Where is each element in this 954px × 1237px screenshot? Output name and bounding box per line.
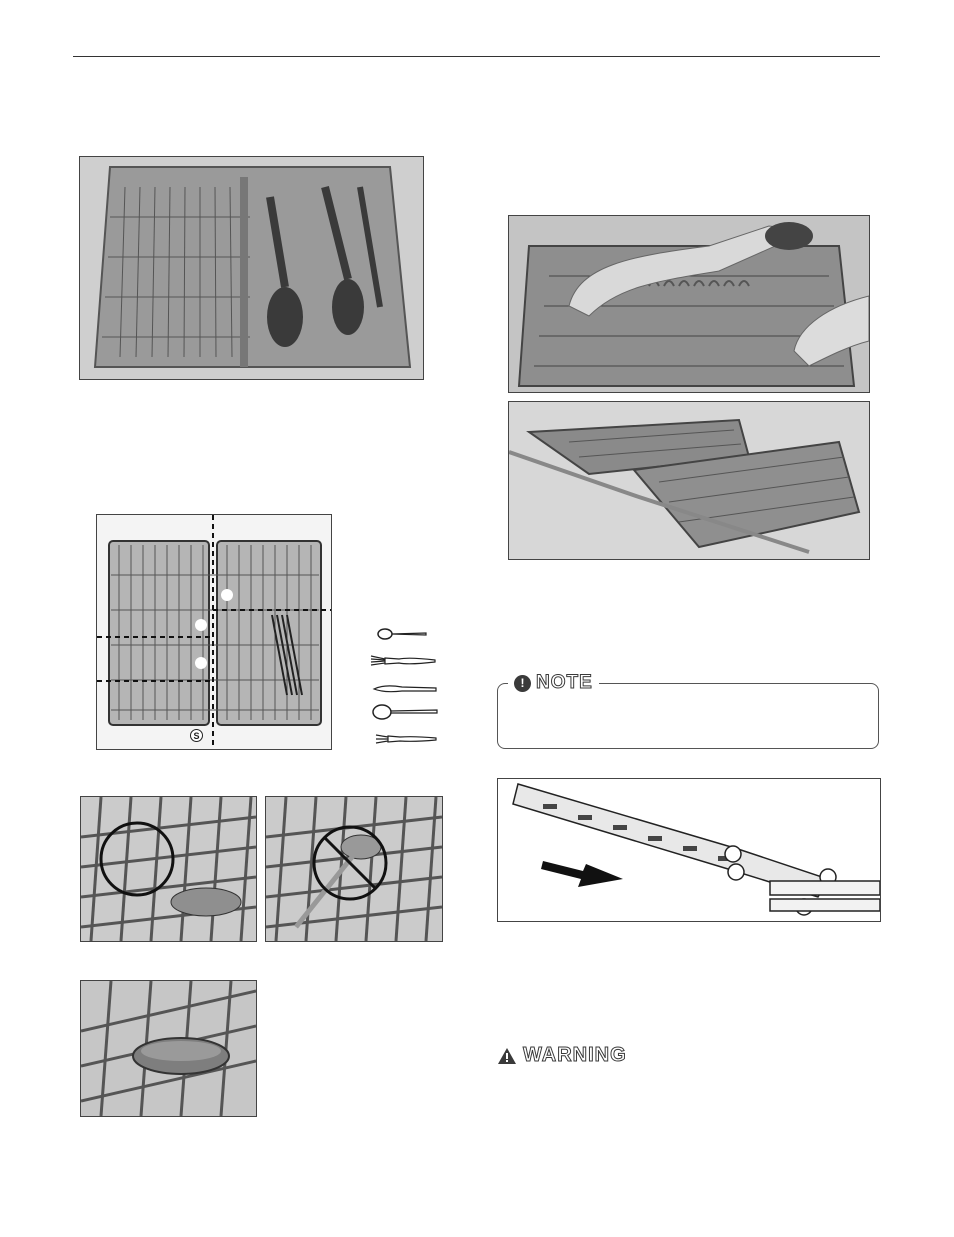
warning-label: WARNING bbox=[523, 1044, 627, 1066]
section-s-marker: S bbox=[190, 729, 203, 742]
rail-release-diagram bbox=[497, 778, 881, 922]
incorrect-placement-photo bbox=[265, 796, 443, 942]
note-box bbox=[497, 672, 879, 749]
note-label: NOTE bbox=[536, 672, 593, 693]
exclamation-circle-icon: ! bbox=[514, 675, 531, 692]
cutlery-layout-diagram bbox=[96, 514, 332, 750]
warning-header bbox=[497, 1044, 627, 1067]
serving-fork-icon bbox=[374, 731, 438, 747]
tablespoon-icon bbox=[371, 703, 439, 721]
separated-baskets-photo bbox=[508, 401, 870, 560]
teaspoon-icon bbox=[376, 627, 428, 641]
knife-placement-photo bbox=[80, 980, 257, 1117]
remove-basket-photo bbox=[508, 215, 870, 393]
warning-triangle-icon bbox=[497, 1047, 517, 1065]
header-rule bbox=[73, 56, 880, 57]
fork-icon bbox=[369, 653, 437, 669]
knife-icon bbox=[372, 682, 438, 696]
correct-placement-photo bbox=[80, 796, 257, 942]
note-header bbox=[508, 672, 599, 694]
third-rack-photo bbox=[79, 156, 424, 380]
